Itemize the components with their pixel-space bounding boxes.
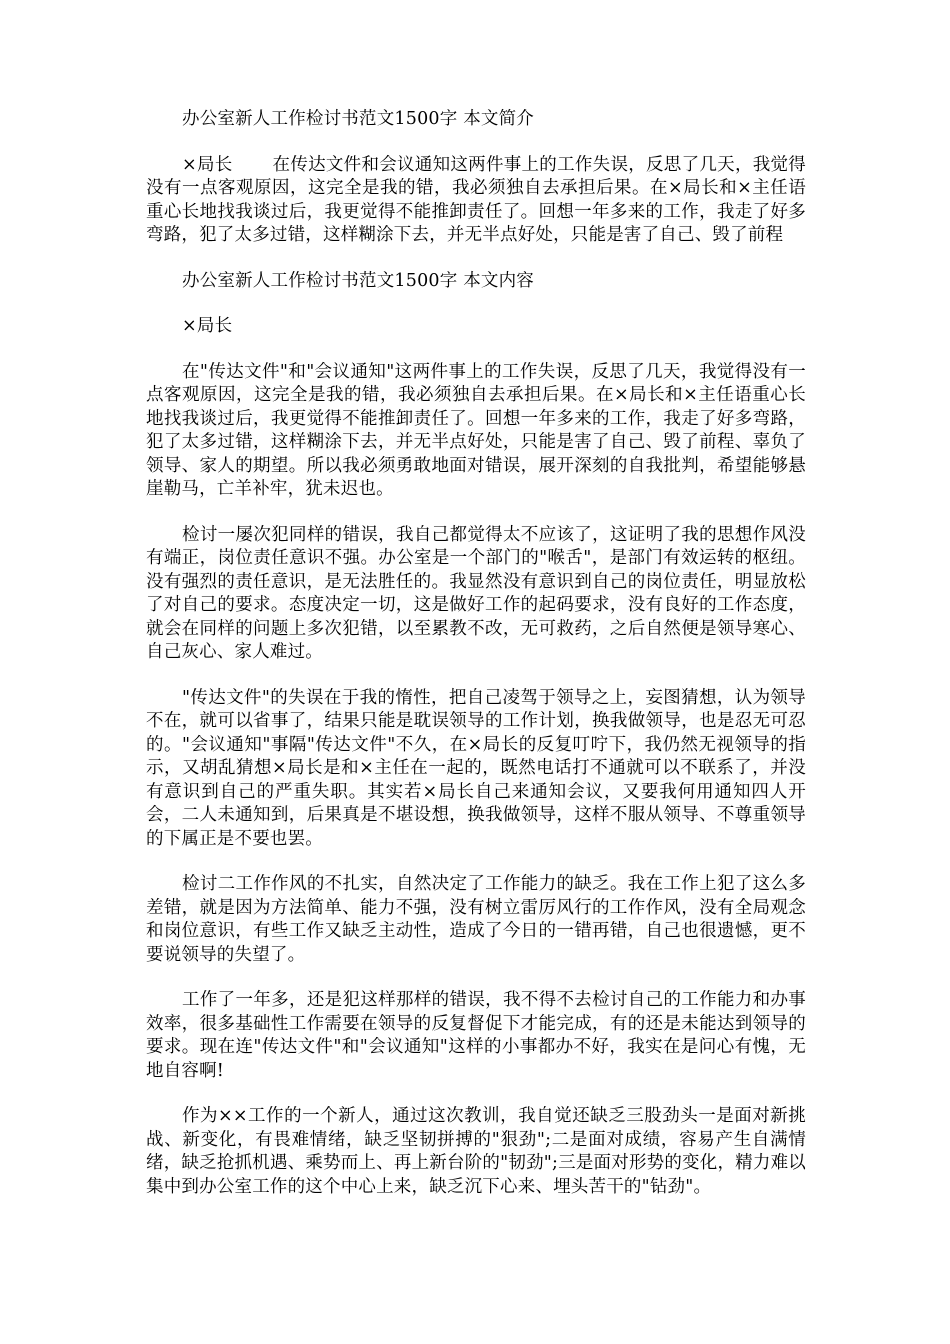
spacer [146, 248, 806, 270]
body-paragraph-5: 工作了一年多，还是犯这样那样的错误，我不得不去检讨自己的工作能力和办事效率，很多基础性工作需要在领导的反复督促下才能完成，有的还是未能达到领导的要求。现在连"传达文件"和"会议通知"这样的小事都办不好，我实在是问心有愧，无地自容啊! [146, 990, 806, 1081]
content-salutation: ×局长 [182, 316, 233, 336]
spacer [146, 132, 806, 154]
body-paragraph-1: 在"传达文件"和"会议通知"这两件事上的工作失误，反思了几天，我觉得没有一点客观原因，这完全是我的错，我必须独自去承担后果。在×局长和×主任语重心长地找我谈过后，我更觉得不能推卸责任了。回想一年多来的工作，我走了好多弯路，犯了太多过错，这样糊涂下去，并无半点好处，只能是害了自己、毁了前程、辜负了领导、家人的期望。所以我必须勇敢地面对错误，展开深刻的自我批判，希望能够悬崖勒马，亡羊补牢，犹未迟也。 [146, 361, 806, 499]
spacer [146, 851, 806, 873]
document-body [146, 108, 806, 1199]
summary-salutation: ×局长 [182, 154, 233, 175]
body-paragraph-3: "传达文件"的失误在于我的惰性，把自己凌驾于领导之上，妄图猜想，认为领导不在，就可以省事了，结果只能是耽误领导的工作计划，换我做领导，也是忍无可忍的。"会议通知"事隔"传达文件"不久，在×局长的反复叮咛下，我仍然无视领导的指示，又胡乱猜想×局长是和×主任在一起的，既然电话打不通就可以不联系了，并没有意识到自己的严重失职。其实若×局长自己来通知会议，又要我何用通知四人开会，二人未通知到，后果真是不堪设想，换我做领导，这样不服从领导、不尊重领导的下属正是不要也罢。 [146, 687, 806, 849]
content-heading: 办公室新人工作检讨书范文1500字 本文内容 [182, 270, 534, 291]
spacer [146, 967, 806, 989]
summary-heading: 办公室新人工作检讨书范文1500字 本文简介 [182, 109, 534, 129]
body-paragraph-6: 作为××工作的一个新人，通过这次教训，我自觉还缺乏三股劲头一是面对新挑战、新变化，有畏难情绪，缺乏坚韧拼搏的"狠劲";二是面对成绩，容易产生自满情绪，缺乏抢抓机遇、乘势而上、再上新台阶的"韧劲";三是面对形势的变化，精力难以集中到办公室工作的这个中心上来，缺乏沉下心来、埋头苦干的"钻劲"。 [146, 1106, 806, 1197]
summary-paragraph [146, 154, 806, 248]
spacer [146, 502, 806, 524]
spacer [146, 1083, 806, 1105]
body-paragraph-2: 检讨一屡次犯同样的错误，我自己都觉得太不应该了，这证明了我的思想作风没有端正，岗位责任意识不强。办公室是一个部门的"喉舌"，是部门有效运转的枢纽。没有强烈的责任意识，是无法胜任的。我显然没有意识到自己的岗位责任，明显放松了对自己的要求。态度决定一切，这是做好工作的起码要求，没有良好的工作态度，就会在同样的问题上多次犯错，以至累教不改，无可救药，之后自然便是领导寒心、自己灰心、家人难过。 [146, 524, 806, 662]
body-paragraph-4: 检讨二工作作风的不扎实，自然决定了工作能力的缺乏。我在工作上犯了这么多差错，就是因为方法简单、能力不强，没有树立雷厉风行的工作作风，没有全局观念和岗位意识，有些工作又缺乏主动性，造成了今日的一错再错，自己也很遗憾，更不要说领导的失望了。 [146, 874, 806, 965]
spacer [146, 293, 806, 315]
summary-text: 在传达文件和会议通知这两件事上的工作失误，反思了几天，我觉得没有一点客观原因，这完全是我的错，我必须独自去承担后果。在×局长和×主任语重心长地找我谈过后，我更觉得不能推卸责任了。回想一年多来的工作，我走了好多弯路，犯了太多过错，这样糊涂下去，并无半点好处，只能是害了自己、毁了前程 [146, 154, 807, 245]
spacer [146, 665, 806, 687]
spacer [146, 339, 806, 361]
